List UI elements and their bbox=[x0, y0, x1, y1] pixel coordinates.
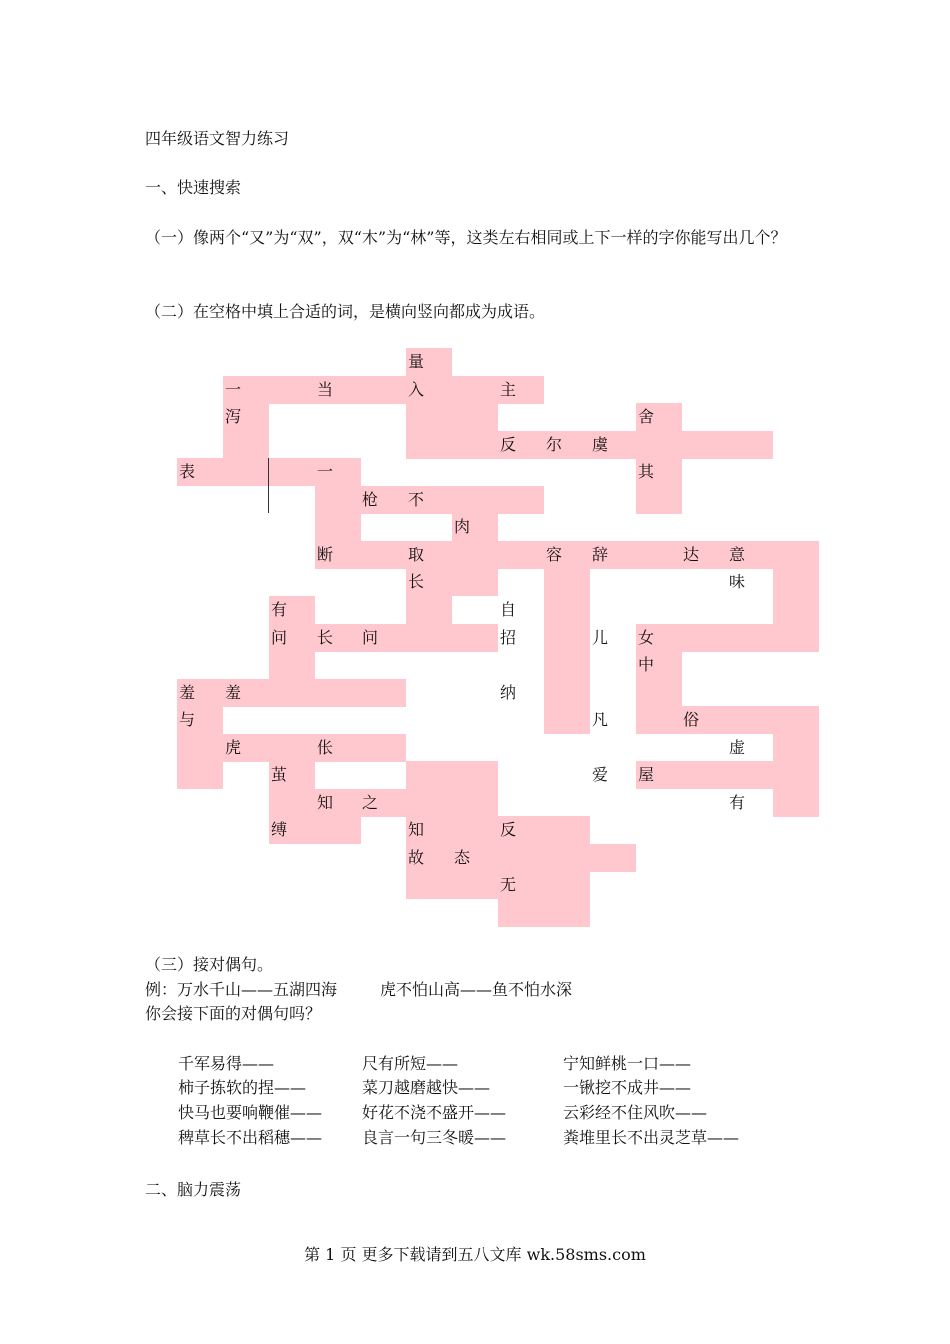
crossword-cell bbox=[590, 844, 636, 872]
crossword-char: 故 bbox=[408, 848, 425, 867]
crossword-char: 舍 bbox=[638, 407, 655, 426]
section-heading-1: 一、快速搜索 bbox=[145, 178, 242, 197]
crossword-cell bbox=[452, 624, 498, 652]
crossword-char: 缚 bbox=[271, 820, 288, 839]
crossword-cell bbox=[498, 844, 544, 872]
crossword-char: 肉 bbox=[454, 517, 471, 536]
crossword-cell bbox=[544, 624, 590, 652]
crossword-cell bbox=[498, 486, 544, 514]
crossword-cell bbox=[452, 541, 498, 569]
crossword-cell bbox=[681, 761, 727, 789]
crossword-cell bbox=[773, 734, 819, 762]
crossword-char: 取 bbox=[408, 545, 425, 564]
crossword-char: 虚 bbox=[729, 738, 746, 757]
crossword-cell bbox=[773, 789, 819, 817]
couplet-item: 良言一句三冬暖—— bbox=[362, 1128, 507, 1147]
crossword-cell bbox=[452, 568, 498, 596]
crossword-char: 有 bbox=[271, 600, 288, 619]
crossword-cell bbox=[544, 596, 590, 624]
crossword-char: 爱 bbox=[592, 765, 609, 784]
crossword-cell bbox=[406, 403, 452, 431]
crossword-cell bbox=[315, 513, 361, 541]
crossword-cell bbox=[360, 376, 406, 404]
crossword-cell bbox=[544, 651, 590, 679]
crossword-char: 入 bbox=[408, 380, 425, 399]
crossword-char: 味 bbox=[729, 572, 746, 591]
crossword-cell bbox=[269, 679, 315, 707]
crossword-cell bbox=[636, 679, 682, 707]
section-heading-2: 二、脑力震荡 bbox=[145, 1180, 242, 1199]
crossword-cell bbox=[773, 624, 819, 652]
couplet-item: 一锹挖不成井—— bbox=[563, 1078, 692, 1097]
crossword-cell bbox=[452, 486, 498, 514]
crossword-cell bbox=[269, 458, 315, 486]
couplet-item: 柿子拣软的捏—— bbox=[178, 1078, 307, 1097]
crossword-char: 儿 bbox=[592, 628, 609, 647]
crossword-char: 招 bbox=[500, 628, 517, 647]
crossword-cell bbox=[452, 431, 498, 459]
crossword-cell bbox=[269, 734, 315, 762]
crossword-cell bbox=[544, 871, 590, 899]
crossword-cell bbox=[452, 816, 498, 844]
crossword-char: 虎 bbox=[225, 738, 242, 757]
crossword-char: 量 bbox=[408, 352, 425, 371]
crossword-cell bbox=[681, 431, 727, 459]
crossword-cell bbox=[223, 431, 269, 459]
couplet-item: 好花不浇不盛开—— bbox=[362, 1103, 507, 1122]
couplet-item: 云彩经不住风吹—— bbox=[563, 1103, 708, 1122]
crossword-char: 其 bbox=[638, 462, 655, 481]
crossword-cell bbox=[773, 761, 819, 789]
crossword-char: 俗 bbox=[683, 710, 700, 729]
couplet-item: 千军易得—— bbox=[178, 1054, 275, 1073]
couplet-item: 菜刀越磨越快—— bbox=[362, 1078, 491, 1097]
crossword-char: 虞 bbox=[592, 435, 609, 454]
crossword-cell bbox=[406, 624, 452, 652]
crossword-cell bbox=[773, 706, 819, 734]
crossword-cell bbox=[177, 761, 223, 789]
crossword-cell bbox=[360, 734, 406, 762]
crossword-char: 反 bbox=[500, 820, 517, 839]
crossword-char: 有 bbox=[729, 793, 746, 812]
crossword-cell bbox=[544, 844, 590, 872]
crossword-cell bbox=[360, 679, 406, 707]
crossword-char: 中 bbox=[638, 655, 655, 674]
crossword-char: 屋 bbox=[638, 765, 655, 784]
crossword-char: 断 bbox=[317, 545, 334, 564]
question-3-prompt: 你会接下面的对偶句吗？ bbox=[145, 1004, 322, 1023]
grid-divider-line bbox=[268, 458, 269, 513]
crossword-char: 当 bbox=[317, 380, 334, 399]
crossword-char: 羞 bbox=[179, 683, 196, 702]
crossword-char: 自 bbox=[500, 600, 517, 619]
question-3-title: （三）接对偶句。 bbox=[145, 955, 274, 974]
crossword-cell bbox=[452, 761, 498, 789]
page-title: 四年级语文智力练习 bbox=[145, 129, 290, 148]
crossword-char: 一 bbox=[225, 380, 242, 399]
question-1: （一）像两个“又”为“双”，双“木”为“林”等，这类左右相同或上下一样的字你能写出几个？ bbox=[145, 228, 787, 247]
crossword-cell bbox=[406, 596, 452, 624]
crossword-cell bbox=[360, 541, 406, 569]
crossword-char: 茧 bbox=[271, 765, 288, 784]
crossword-cell bbox=[544, 568, 590, 596]
crossword-char: 意 bbox=[729, 545, 746, 564]
crossword-cell bbox=[544, 816, 590, 844]
crossword-cell bbox=[773, 596, 819, 624]
crossword-cell bbox=[498, 541, 544, 569]
crossword-char: 表 bbox=[179, 462, 196, 481]
crossword-char: 泻 bbox=[225, 407, 242, 426]
crossword-cell bbox=[636, 706, 682, 734]
crossword-char: 无 bbox=[500, 875, 517, 894]
crossword-cell bbox=[177, 734, 223, 762]
crossword-cell bbox=[269, 651, 315, 679]
crossword-cell bbox=[315, 486, 361, 514]
crossword-char: 态 bbox=[454, 848, 471, 867]
example-couplet-1: 例：万水千山——五湖四海 bbox=[145, 980, 338, 999]
crossword-char: 伥 bbox=[317, 738, 334, 757]
couplet-item: 粪堆里长不出灵芝草—— bbox=[563, 1128, 740, 1147]
crossword-char: 与 bbox=[179, 710, 196, 729]
crossword-cell bbox=[544, 899, 590, 927]
crossword-cell bbox=[773, 568, 819, 596]
crossword-char: 一 bbox=[317, 462, 334, 481]
crossword-cell bbox=[406, 871, 452, 899]
page-footer: 第 1 页 更多下载请到五八文库 wk.58sms.com bbox=[304, 1245, 646, 1264]
couplet-item: 尺有所短—— bbox=[362, 1054, 459, 1073]
crossword-char: 枪 bbox=[362, 490, 379, 509]
crossword-cell bbox=[727, 706, 773, 734]
crossword-char: 知 bbox=[317, 793, 334, 812]
crossword-cell bbox=[636, 541, 682, 569]
couplet-item: 稗草长不出稻穗—— bbox=[178, 1128, 323, 1147]
crossword-char: 主 bbox=[500, 380, 517, 399]
crossword-cell bbox=[773, 541, 819, 569]
crossword-cell bbox=[452, 403, 498, 431]
crossword-cell bbox=[269, 376, 315, 404]
crossword-char: 羞 bbox=[225, 683, 242, 702]
couplet-item: 快马也要响鞭催—— bbox=[178, 1103, 323, 1122]
crossword-cell bbox=[727, 761, 773, 789]
crossword-cell bbox=[223, 458, 269, 486]
crossword-char: 长 bbox=[317, 628, 334, 647]
crossword-char: 尔 bbox=[546, 435, 563, 454]
crossword-cell bbox=[681, 624, 727, 652]
crossword-char: 辞 bbox=[592, 545, 609, 564]
crossword-cell bbox=[544, 706, 590, 734]
crossword-cell bbox=[452, 789, 498, 817]
crossword-char: 知 bbox=[408, 820, 425, 839]
example-couplet-2: 虎不怕山高——鱼不怕水深 bbox=[380, 980, 573, 999]
crossword-cell bbox=[269, 789, 315, 817]
crossword-char: 不 bbox=[408, 490, 425, 509]
crossword-cell bbox=[452, 376, 498, 404]
crossword-char: 凡 bbox=[592, 710, 609, 729]
crossword-char: 之 bbox=[362, 793, 379, 812]
crossword-cell bbox=[727, 624, 773, 652]
crossword-char: 反 bbox=[500, 435, 517, 454]
crossword-char: 女 bbox=[638, 628, 655, 647]
crossword-cell bbox=[636, 486, 682, 514]
couplet-item: 宁知鲜桃一口—— bbox=[563, 1054, 692, 1073]
crossword-char: 长 bbox=[408, 572, 425, 591]
crossword-cell bbox=[544, 679, 590, 707]
question-2: （二）在空格中填上合适的词，是横向竖向都成为成语。 bbox=[145, 302, 546, 321]
crossword-cell bbox=[406, 789, 452, 817]
crossword-cell bbox=[727, 431, 773, 459]
crossword-cell bbox=[406, 431, 452, 459]
crossword-cell bbox=[315, 679, 361, 707]
crossword-char: 问 bbox=[362, 628, 379, 647]
crossword-char: 容 bbox=[546, 545, 563, 564]
crossword-char: 问 bbox=[271, 628, 288, 647]
crossword-cell bbox=[636, 431, 682, 459]
crossword-char: 达 bbox=[683, 545, 700, 564]
crossword-cell bbox=[315, 816, 361, 844]
crossword-cell bbox=[498, 899, 544, 927]
crossword-char: 纳 bbox=[500, 683, 517, 702]
crossword-cell bbox=[406, 761, 452, 789]
crossword-cell bbox=[452, 871, 498, 899]
